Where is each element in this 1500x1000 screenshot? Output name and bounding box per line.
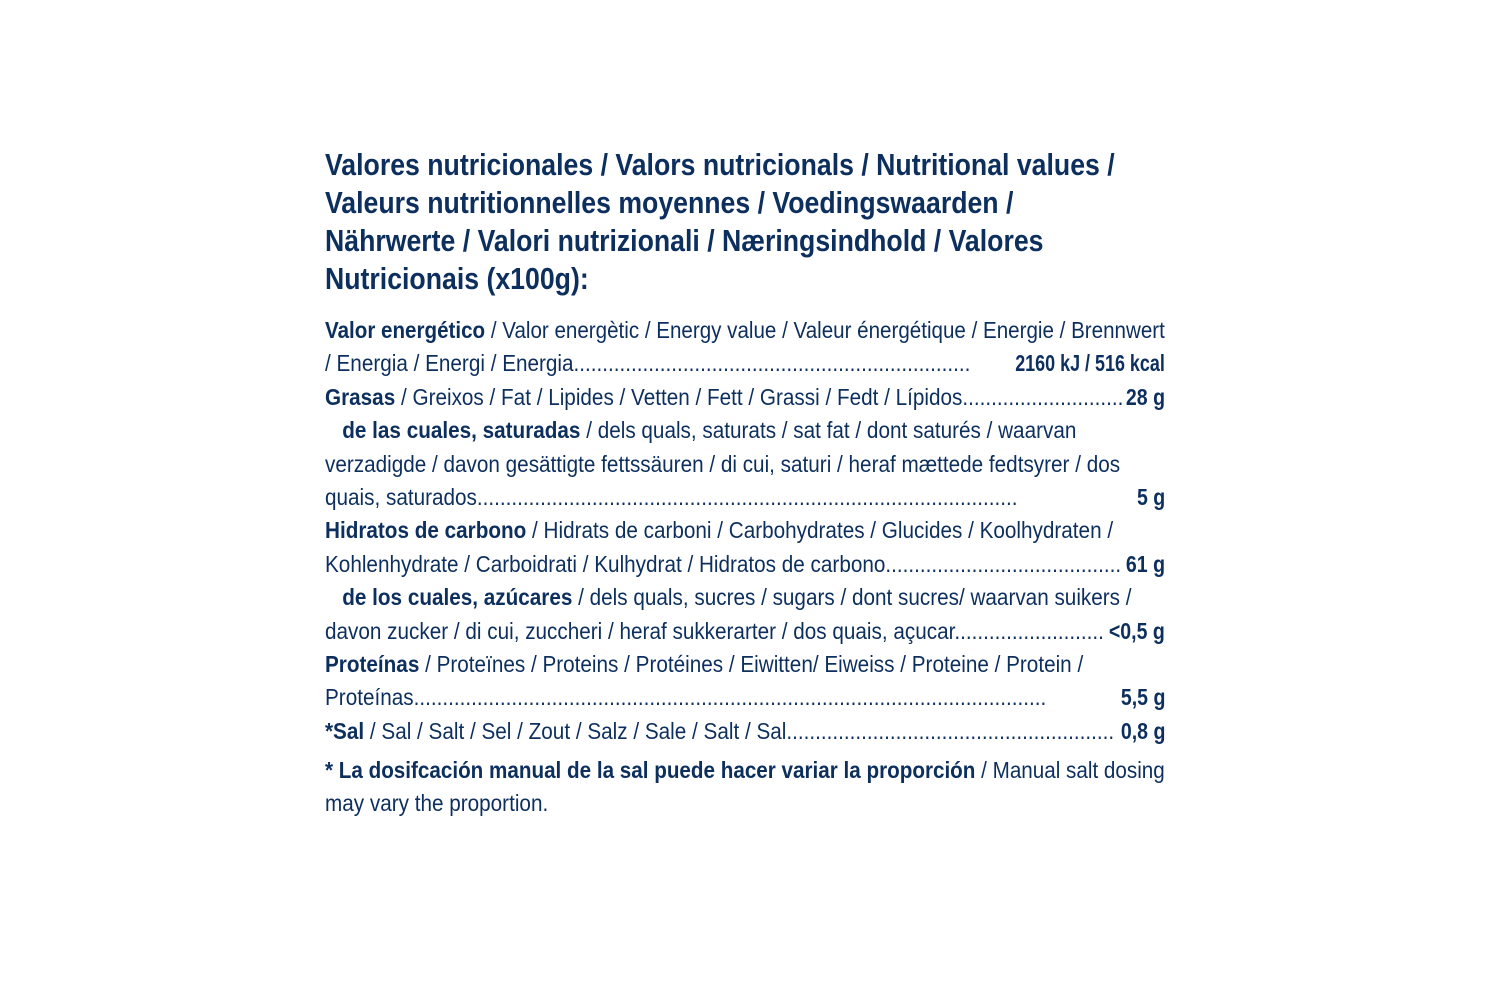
row-label-bold: de las cuales, saturadas — [325, 417, 581, 444]
row-saturated-1 — [325, 414, 1165, 447]
row-label-bold: Valor energético — [325, 317, 486, 343]
row-text: / Proteïnes / Proteins / Protéines / Eiwitten/ Eiweiss / Proteine / Protein / — [419, 650, 1084, 677]
row-text: / dels quals, saturats / sat fat / dont saturés / waarvan — [580, 417, 1077, 444]
row-saturated-2 — [325, 448, 1165, 481]
row-sugars-1 — [325, 581, 1165, 614]
row-text: / Sal / Salt / Sel / Zout / Salz / Sale / Salt / Sal......................................................... — [364, 717, 1115, 744]
row-label-bold: Grasas — [325, 383, 396, 410]
row-energy-2 — [325, 347, 1165, 380]
footnote-text: / Manual salt dosing — [975, 757, 1165, 784]
row-carbs-1 — [325, 514, 1165, 547]
row-fat — [325, 381, 1165, 414]
energy-value: 2160 kJ / 516 kcal — [1015, 350, 1165, 377]
row-sugars-2 — [325, 615, 1165, 648]
row-text: verzadigde / davon gesättigte fettssäuren / di cui, saturi / heraf mættede fedtsyrer / dos — [325, 450, 1121, 477]
row-salt — [325, 715, 1165, 748]
row-text: davon zucker / di cui, zuccheri / heraf sukkerarter / dos quais, açucar.......................... — [325, 617, 1104, 644]
row-protein-2 — [325, 681, 1165, 714]
title-line: Valores nutricionales / Valors nutricionals / Nutritional values / — [325, 147, 1115, 182]
salt-footnote — [325, 754, 1165, 821]
row-text: / Energia / Energi / Energia..................................................................... — [325, 350, 971, 377]
row-text: / Valor energètic / Energy value / Valeur énergétique / Energie / Brennwert — [485, 317, 1165, 343]
nutrition-title — [325, 146, 1165, 298]
row-label-bold: Proteínas — [325, 650, 420, 677]
footnote-line-1 — [325, 754, 1165, 787]
title-line: Nährwerte / Valori nutrizionali / Næringsindhold / Valores — [325, 223, 1044, 258]
footnote-text: may vary the proportion. — [325, 790, 549, 817]
carbs-value: 61 g — [1125, 550, 1165, 577]
footnote-bold: * La dosifcación manual de la sal puede hacer variar la proporción — [325, 757, 976, 784]
title-line: Valeurs nutritionnelles moyennes / Voedingswaarden / — [325, 185, 1014, 220]
row-label-bold: de los cuales, azúcares — [325, 584, 573, 611]
nutrition-panel — [325, 146, 1165, 821]
sugars-value: <0,5 g — [1109, 617, 1165, 644]
row-label-bold: *Sal — [325, 717, 365, 744]
row-text: / dels quals, sucres / sugars / dont sucres/ waarvan suikers / — [572, 584, 1132, 611]
row-text: Kohlenhydrate / Carboidrati / Kulhydrat / Hidratos de carbono......................................... — [325, 550, 1122, 577]
fat-value: 28 g — [1125, 383, 1165, 410]
row-text: / Hidrats de carboni / Carbohydrates / Glucides / Koolhydraten / — [526, 517, 1114, 544]
row-text: quais, saturados.............................................................................................. — [325, 483, 1018, 510]
row-energy-1 — [325, 314, 1165, 347]
row-text: / Greixos / Fat / Lipides / Vetten / Fett / Grassi / Fedt / Lípidos............................ — [395, 383, 1124, 410]
footnote-line-2 — [325, 787, 1165, 820]
row-saturated-3 — [325, 481, 1165, 514]
saturated-value: 5 g — [1136, 483, 1165, 510]
row-carbs-2 — [325, 548, 1165, 581]
row-label-bold: Hidratos de carbono — [325, 517, 527, 544]
title-line: Nutricionais (x100g): — [325, 261, 589, 296]
salt-value: 0,8 g — [1120, 717, 1165, 744]
protein-value: 5,5 g — [1120, 684, 1165, 711]
row-text: Proteínas.............................................................................................................. — [325, 684, 1047, 711]
row-protein-1 — [325, 648, 1165, 681]
nutrition-rows — [325, 314, 1165, 748]
